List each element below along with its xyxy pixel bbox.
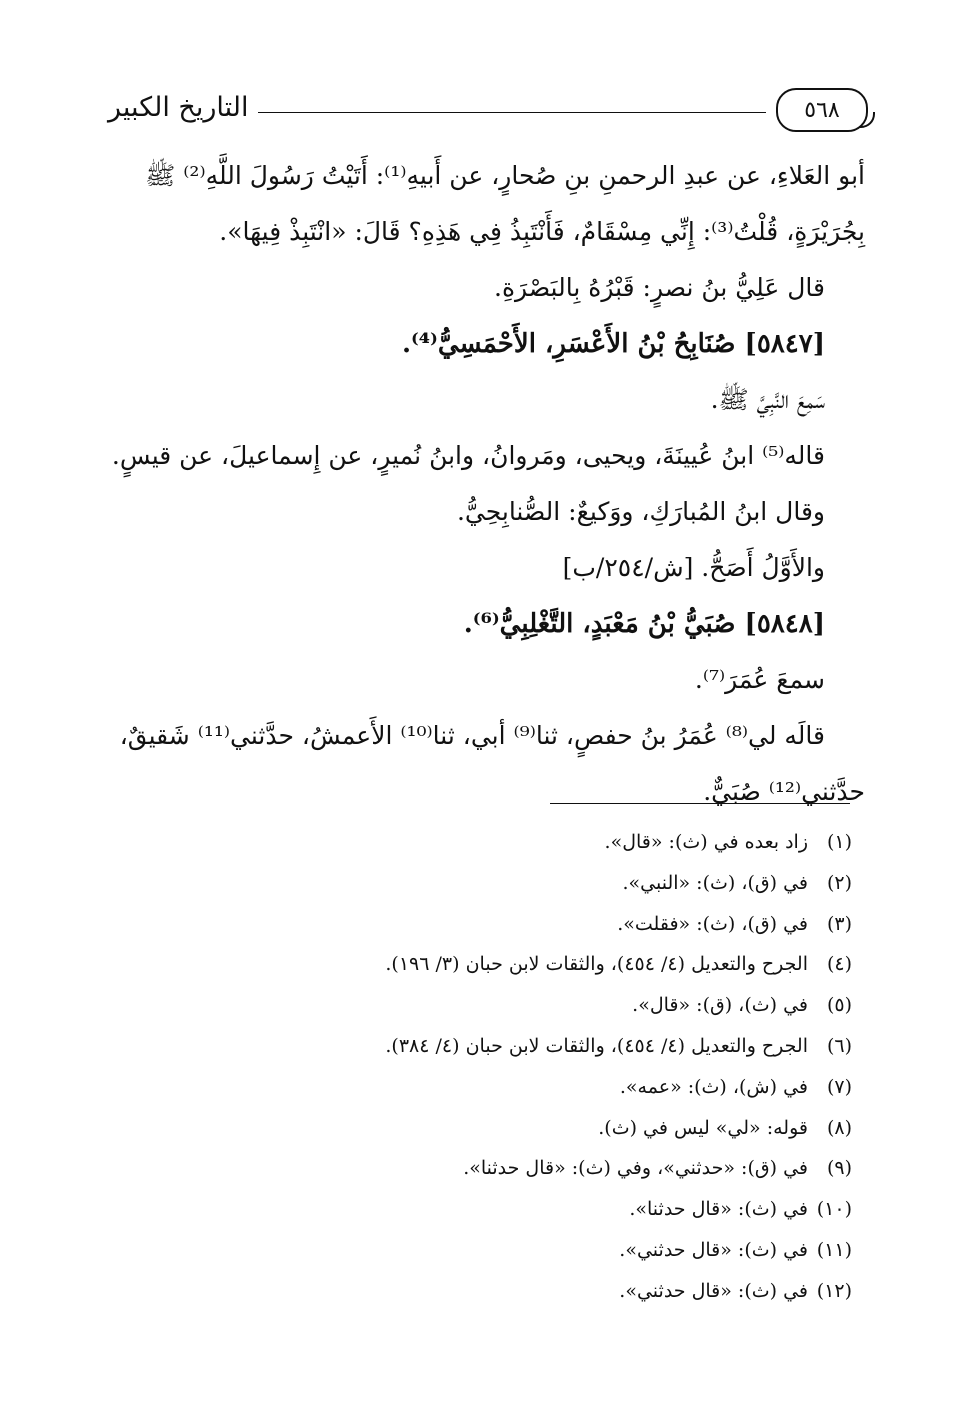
footnote-item (110, 1067, 852, 1108)
page-header (108, 88, 868, 136)
text-line: سمعَ عُمَرَ⁽⁷⁾. (694, 665, 825, 694)
text-line: حدَّثني⁽¹²⁾ صُبَيٌّ. (703, 777, 865, 806)
footnote-separator (550, 803, 850, 804)
text-line: قالَه لي⁽⁸⁾ عُمَرُ بنُ حفصٍ، ثنا⁽⁹⁾ أبي، ثنا⁽¹⁰⁾ الأَعمشُ، حدَّثني⁽¹¹⁾ شَقيقٌ، (119, 721, 825, 750)
header-rule (258, 112, 766, 113)
footnote-text: قوله: «لي» ليس في (ث). (598, 1116, 808, 1139)
text-line: قال عَلِيُّ بنُ نصرٍ: قَبْرُهُ بِالبَصْرَةِ. (494, 273, 825, 302)
footnote-item (110, 944, 852, 985)
footnote-number: (٥) (826, 994, 852, 1017)
footnote-item (110, 1026, 852, 1067)
text-line: أبو العَلاءِ، عن عبدِ الرحمنِ بنِ صُحارٍ، عن أَبيهِ⁽¹⁾: أَتَيْتُ رَسُولَ اللَّهِ⁽²⁾ ﷺ (145, 161, 865, 190)
footnotes (110, 822, 852, 1312)
text-line: سَمِعَ النَّبِيَّ ﷺ. (710, 385, 825, 414)
text-line: وقال ابنُ المُبارَكِ، ووَكيعٌ: الصُّنابِحِيُّ. (456, 497, 825, 526)
footnote-number: (١٠) (816, 1198, 852, 1221)
footnote-number: (٤) (826, 953, 852, 976)
footnote-item (110, 822, 852, 863)
footnote-item (110, 1271, 852, 1312)
footnote-item (110, 1108, 852, 1149)
footnote-text: الجرح والتعديل (٤/ ٤٥٤)، والثقات لابن حبان (٤/ ٣٨٤). (385, 1034, 808, 1057)
footnote-number: (٢) (826, 871, 852, 894)
entry-heading: [٥٨٤٧] صُنَابِحُ بْنُ الأَعْسَرِ، الأَحْمَسِيُّ⁽⁴⁾. (401, 329, 825, 359)
text-line: والأَوَّلُ أَصَحُّ. [ش/٢٥٤/ب] (562, 553, 825, 582)
footnote-number: (٩) (826, 1157, 852, 1180)
text-line: بِجُرَيْرَةٍ، قُلْتُ⁽³⁾: إِنِّي مِسْقَامٌ، فَأَنْتَبِذُ فِي هَذِهِ؟ قَالَ: «انْتَبِذْ فِيهَا». (219, 217, 865, 246)
footnote-item (110, 863, 852, 904)
footnote-text: في (ق): «حدثني»، وفي (ث): «قال حدثنا». (463, 1157, 808, 1180)
footnote-item (110, 904, 852, 945)
footnote-item (110, 1148, 852, 1189)
footnote-text: في (ق)، (ث): «فقلت». (617, 912, 808, 935)
footnote-text: الجرح والتعديل (٤/ ٤٥٤)، والثقات لابن حبان (٣/ ١٩٦). (385, 953, 808, 976)
footnote-number: (١٢) (816, 1279, 852, 1302)
text-line: قاله⁽⁵⁾ ابنُ عُيينَةَ، ويحيى، ومَروانُ، وابنُ نُميرٍ، عن إِسماعيلَ، عن قيسٍ. (111, 441, 825, 470)
main-text (110, 148, 865, 820)
footnote-number: (٧) (826, 1075, 852, 1098)
footnote-text: في (ث): «قال حدثني». (619, 1279, 808, 1302)
footnote-number: (١١) (816, 1238, 852, 1261)
footnote-text: زاد بعده في (ث): «قال». (604, 831, 808, 853)
footnote-text: في (ث)، (ق): «قال». (632, 994, 808, 1017)
footnote-item (110, 985, 852, 1026)
footnote-number: (٨) (826, 1116, 852, 1139)
footnote-text: في (ق)، (ث): «النبي». (622, 871, 808, 894)
entry-heading: [٥٨٤٨] صُبَيُّ بْنُ مَعْبَدٍ، التَّغْلِبِيُّ⁽⁶⁾. (463, 609, 825, 639)
badge-ornament (859, 112, 875, 128)
footnote-text: في (ش)، (ث): «عمه». (619, 1075, 808, 1098)
footnote-item (110, 1189, 852, 1230)
footnote-number: (١) (826, 831, 852, 853)
running-title: التاريخ الكبير (108, 92, 249, 123)
footnote-number: (٣) (826, 912, 852, 935)
page-number-badge (776, 88, 868, 132)
footnote-text: في (ث): «قال حدثني». (619, 1238, 808, 1261)
page-number: ٥٦٨ (804, 97, 840, 123)
footnote-item (110, 1230, 852, 1271)
footnote-text: في (ث): «قال حدثنا». (629, 1198, 808, 1221)
footnote-number: (٦) (826, 1034, 852, 1057)
